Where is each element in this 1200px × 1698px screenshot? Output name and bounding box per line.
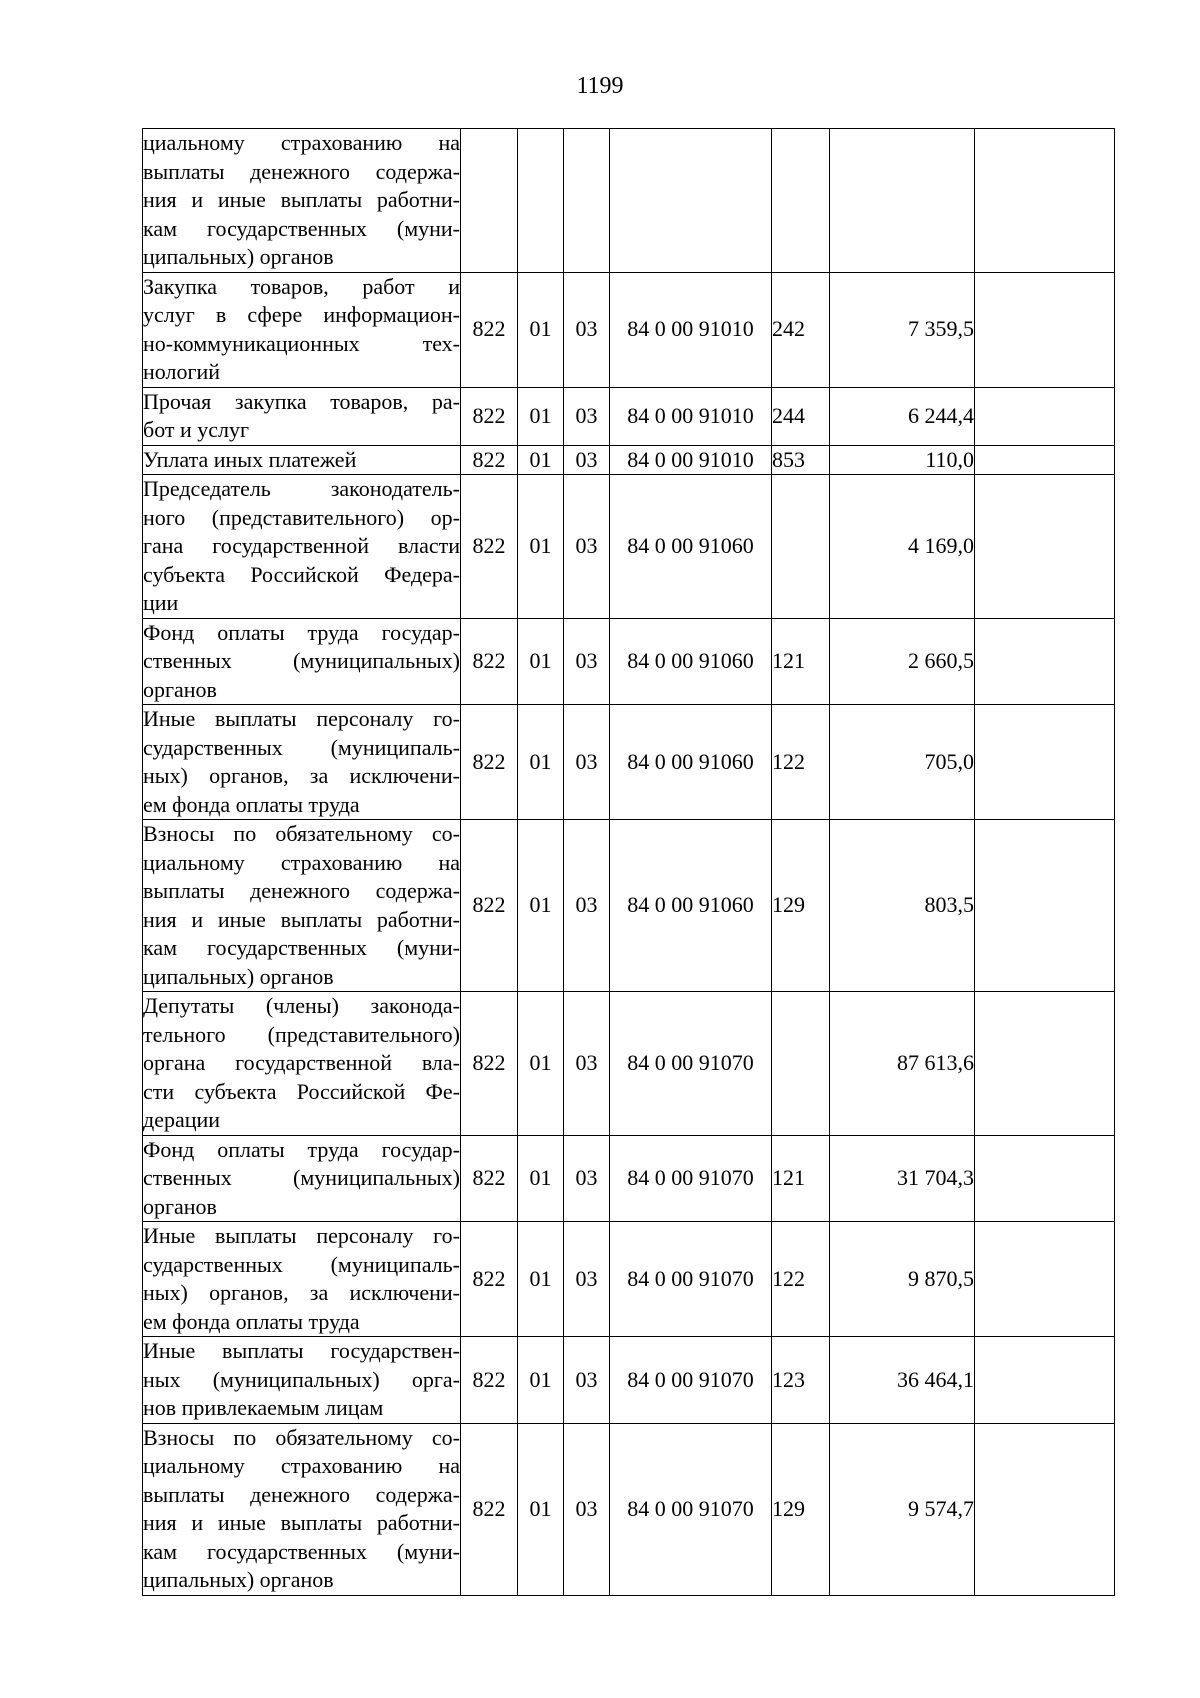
cell-sum: 31 704,3 — [830, 1135, 975, 1222]
description-line: циальному страхованию на — [143, 849, 460, 875]
cell-description — [143, 1135, 461, 1222]
cell-ved: 822 — [461, 1135, 518, 1222]
cell-ved: 822 — [461, 1423, 518, 1595]
cell-vr: 122 — [772, 1222, 830, 1337]
cell-sum: 9 574,7 — [830, 1423, 975, 1595]
cell-description — [143, 992, 461, 1136]
description-line: выплаты денежного содержа- — [143, 878, 460, 903]
cell-rz: 01 — [518, 820, 564, 992]
cell-description — [143, 475, 461, 619]
description-line: Председатель законодатель- — [143, 476, 460, 501]
table-row — [143, 129, 1115, 273]
description-line: нологий — [143, 359, 221, 384]
description-line: выплаты денежного содержа- — [143, 1481, 460, 1507]
description-line: ции — [143, 590, 179, 615]
cell-description — [143, 387, 461, 445]
description-line: ния и иные выплаты работни- — [143, 187, 460, 212]
cell-csr: 84 0 00 91010 — [610, 387, 772, 445]
cell-csr: 84 0 00 91060 — [610, 475, 772, 619]
description-line: но-коммуникационных тех- — [143, 330, 460, 356]
page-number: 1199 — [576, 73, 624, 99]
description-line: кам государственных (муни- — [143, 215, 460, 241]
cell-vr: 129 — [772, 820, 830, 992]
cell-ved: 822 — [461, 445, 518, 475]
description-line: циальному страхованию на — [143, 130, 460, 155]
cell-extra — [975, 445, 1115, 475]
description-line: Взносы по обязательному со- — [143, 1424, 460, 1450]
description-line: сти субъекта Российской Фе- — [143, 1078, 460, 1104]
description-line: тельного (представительного) — [143, 1021, 460, 1047]
cell-description — [143, 1423, 461, 1595]
table-row — [143, 992, 1115, 1136]
table-row — [143, 445, 1115, 475]
description-line: Прочая закупка товаров, ра- — [143, 388, 460, 414]
description-line: сударственных (муниципаль- — [143, 734, 460, 760]
cell-sum: 9 870,5 — [830, 1222, 975, 1337]
cell-vr: 242 — [772, 272, 830, 387]
cell-pr: 03 — [564, 475, 610, 619]
cell-extra — [975, 1337, 1115, 1424]
description-line: Фонд оплаты труда государ- — [143, 619, 460, 645]
cell-extra — [975, 475, 1115, 619]
description-line: ципальных) органов — [143, 963, 334, 989]
description-line: нов привлекаемым лицам — [143, 1395, 384, 1420]
cell-csr — [610, 129, 772, 273]
description-line: ципальных) органов — [143, 1567, 334, 1592]
cell-sum: 7 359,5 — [830, 272, 975, 387]
cell-pr: 03 — [564, 445, 610, 475]
cell-description — [143, 272, 461, 387]
description-line: бот и услуг — [143, 417, 250, 442]
description-line: Депутаты (члены) законода- — [143, 993, 460, 1018]
cell-pr: 03 — [564, 705, 610, 820]
cell-vr: 244 — [772, 387, 830, 445]
description-line: ных (муниципальных) орга- — [143, 1366, 460, 1392]
table-row — [143, 1337, 1115, 1424]
cell-vr — [772, 992, 830, 1136]
cell-pr: 03 — [564, 387, 610, 445]
description-line: ципальных) органов — [143, 244, 334, 269]
budget-table — [142, 128, 1115, 1596]
description-line: Иные выплаты персоналу го- — [143, 706, 460, 731]
description-line: ного (представительного) ор- — [143, 504, 460, 530]
cell-csr: 84 0 00 91010 — [610, 272, 772, 387]
description-line: выплаты денежного содержа- — [143, 158, 460, 184]
cell-extra — [975, 1423, 1115, 1595]
description-line: дерации — [143, 1107, 221, 1132]
cell-description — [143, 705, 461, 820]
cell-pr: 03 — [564, 992, 610, 1136]
table-row — [143, 272, 1115, 387]
table-row — [143, 1135, 1115, 1222]
table-row — [143, 475, 1115, 619]
cell-rz: 01 — [518, 1222, 564, 1337]
cell-rz: 01 — [518, 1423, 564, 1595]
cell-rz: 01 — [518, 992, 564, 1136]
cell-ved: 822 — [461, 387, 518, 445]
cell-csr: 84 0 00 91010 — [610, 445, 772, 475]
cell-vr: 122 — [772, 705, 830, 820]
cell-csr: 84 0 00 91070 — [610, 1222, 772, 1337]
description-line: ем фонда оплаты труда — [143, 1308, 360, 1334]
cell-csr: 84 0 00 91070 — [610, 1423, 772, 1595]
description-line: Закупка товаров, работ и — [143, 273, 460, 299]
cell-pr: 03 — [564, 1222, 610, 1337]
cell-description — [143, 618, 461, 705]
cell-ved: 822 — [461, 475, 518, 619]
cell-ved: 822 — [461, 618, 518, 705]
cell-vr — [772, 475, 830, 619]
description-line: органа государственной вла- — [143, 1050, 460, 1075]
cell-csr: 84 0 00 91070 — [610, 1337, 772, 1424]
cell-sum: 803,5 — [830, 820, 975, 992]
description-line: ния и иные выплаты работни- — [143, 906, 460, 932]
cell-extra — [975, 820, 1115, 992]
cell-pr — [564, 129, 610, 273]
cell-ved: 822 — [461, 705, 518, 820]
cell-rz: 01 — [518, 1337, 564, 1424]
cell-description — [143, 820, 461, 992]
cell-extra — [975, 129, 1115, 273]
cell-extra — [975, 705, 1115, 820]
cell-sum: 4 169,0 — [830, 475, 975, 619]
cell-rz: 01 — [518, 705, 564, 820]
description-line: Уплата иных платежей — [143, 446, 357, 472]
cell-rz — [518, 129, 564, 273]
cell-vr: 121 — [772, 1135, 830, 1222]
cell-sum: 36 464,1 — [830, 1337, 975, 1424]
cell-csr: 84 0 00 91070 — [610, 992, 772, 1136]
cell-ved: 822 — [461, 272, 518, 387]
cell-description — [143, 1337, 461, 1424]
cell-extra — [975, 618, 1115, 705]
table-row — [143, 820, 1115, 992]
cell-pr: 03 — [564, 1135, 610, 1222]
cell-rz: 01 — [518, 387, 564, 445]
cell-sum: 6 244,4 — [830, 387, 975, 445]
description-line: гана государственной власти — [143, 533, 460, 558]
cell-ved: 822 — [461, 1337, 518, 1424]
cell-ved: 822 — [461, 820, 518, 992]
cell-extra — [975, 992, 1115, 1136]
cell-ved: 822 — [461, 1222, 518, 1337]
description-line: ных) органов, за исключени- — [143, 1280, 460, 1305]
cell-sum: 705,0 — [830, 705, 975, 820]
cell-sum: 110,0 — [830, 445, 975, 475]
description-line: кам государственных (муни- — [143, 1538, 460, 1564]
cell-pr: 03 — [564, 1423, 610, 1595]
cell-vr: 123 — [772, 1337, 830, 1424]
description-line: Фонд оплаты труда государ- — [143, 1136, 460, 1162]
cell-description — [143, 129, 461, 273]
cell-vr: 853 — [772, 445, 830, 475]
cell-rz: 01 — [518, 272, 564, 387]
cell-ved: 822 — [461, 992, 518, 1136]
cell-extra — [975, 1222, 1115, 1337]
description-line: услуг в сфере информацион- — [143, 302, 460, 327]
description-line: органов — [143, 1193, 217, 1219]
description-line: Взносы по обязательному со- — [143, 821, 460, 846]
description-line: органов — [143, 676, 217, 702]
cell-csr: 84 0 00 91060 — [610, 705, 772, 820]
cell-extra — [975, 272, 1115, 387]
cell-rz: 01 — [518, 445, 564, 475]
description-line: циальному страхованию на — [143, 1453, 460, 1478]
description-line: Иные выплаты государствен- — [143, 1338, 460, 1363]
description-line: сударственных (муниципаль- — [143, 1251, 460, 1277]
cell-csr: 84 0 00 91060 — [610, 820, 772, 992]
description-line: ственных (муниципальных) — [143, 1165, 460, 1190]
table-row — [143, 1423, 1115, 1595]
cell-vr: 121 — [772, 618, 830, 705]
cell-csr: 84 0 00 91060 — [610, 618, 772, 705]
table-row — [143, 387, 1115, 445]
cell-pr: 03 — [564, 820, 610, 992]
table-row — [143, 705, 1115, 820]
description-line: субъекта Российской Федера- — [143, 561, 460, 587]
cell-rz: 01 — [518, 618, 564, 705]
description-line: ния и иные выплаты работни- — [143, 1510, 460, 1535]
cell-pr: 03 — [564, 1337, 610, 1424]
description-line: ем фонда оплаты труда — [143, 791, 360, 817]
cell-sum: 2 660,5 — [830, 618, 975, 705]
cell-pr: 03 — [564, 272, 610, 387]
cell-csr: 84 0 00 91070 — [610, 1135, 772, 1222]
table-body — [143, 129, 1115, 1596]
table-row — [143, 618, 1115, 705]
cell-sum — [830, 129, 975, 273]
description-line: ных) органов, за исключени- — [143, 763, 460, 788]
cell-rz: 01 — [518, 475, 564, 619]
cell-vr: 129 — [772, 1423, 830, 1595]
cell-extra — [975, 387, 1115, 445]
table-row — [143, 1222, 1115, 1337]
description-line: Иные выплаты персоналу го- — [143, 1223, 460, 1248]
description-line: кам государственных (муни- — [143, 935, 460, 960]
cell-pr: 03 — [564, 618, 610, 705]
cell-vr — [772, 129, 830, 273]
cell-sum: 87 613,6 — [830, 992, 975, 1136]
cell-description — [143, 1222, 461, 1337]
cell-extra — [975, 1135, 1115, 1222]
description-line: ственных (муниципальных) — [143, 648, 460, 673]
cell-description — [143, 445, 461, 475]
cell-ved — [461, 129, 518, 273]
cell-rz: 01 — [518, 1135, 564, 1222]
